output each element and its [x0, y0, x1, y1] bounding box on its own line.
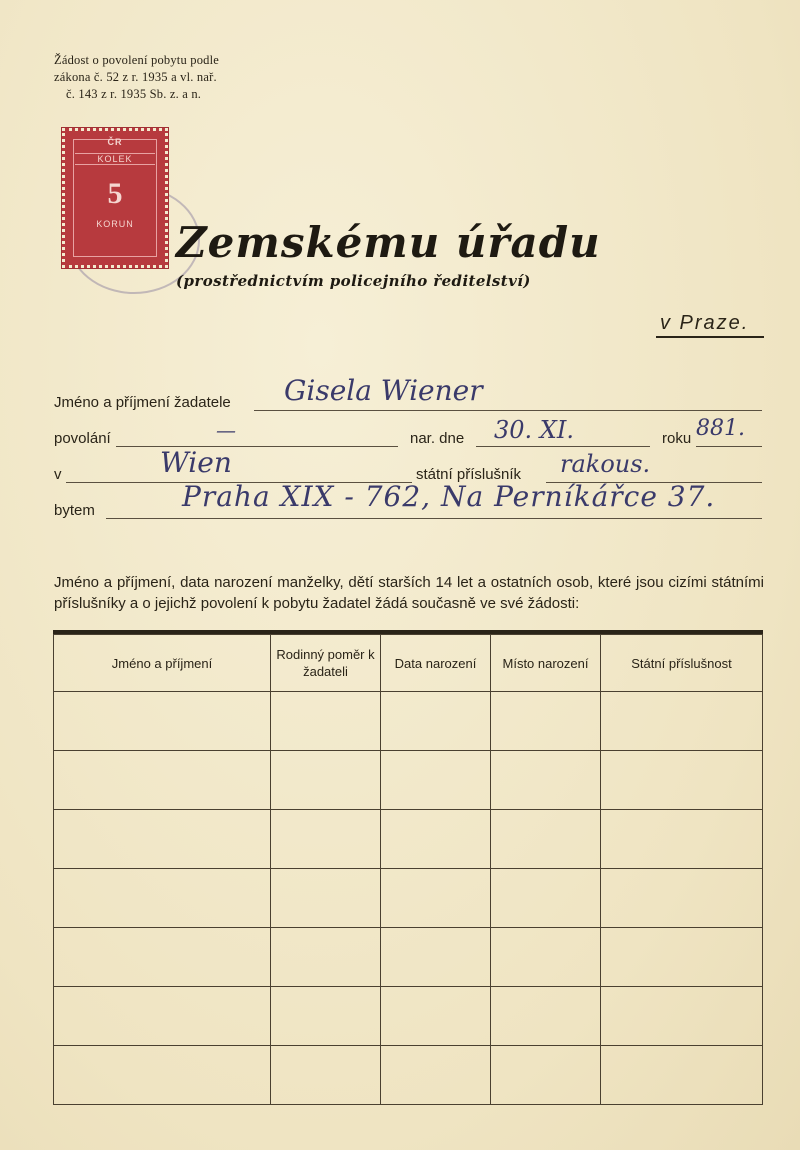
- residence-label: bytem: [54, 502, 95, 519]
- header-note: [54, 52, 219, 103]
- born-label: nar. dne: [410, 430, 465, 447]
- table-header-row: [54, 635, 763, 692]
- table-cell[interactable]: [271, 869, 381, 928]
- table-cell[interactable]: [491, 810, 601, 869]
- table-cell[interactable]: [491, 1046, 601, 1105]
- table-cell[interactable]: [54, 928, 271, 987]
- revenue-stamp: [62, 128, 168, 268]
- stamp-country: ČR: [107, 137, 123, 147]
- header-note-line-2: zákona č. 52 z r. 1935 a vl. nař.: [54, 70, 217, 84]
- authority-subtitle: (prostřednictvím policejního ředitelství): [176, 272, 531, 290]
- table-cell[interactable]: [54, 692, 271, 751]
- column-header-birth-date: Data narození: [381, 635, 491, 692]
- citizenship-label: státní příslušník: [416, 466, 522, 483]
- table-cell[interactable]: [381, 987, 491, 1046]
- table-cell[interactable]: [54, 869, 271, 928]
- place-label: v: [54, 466, 62, 483]
- year-label: roku: [662, 430, 692, 447]
- table-row: [54, 987, 763, 1046]
- city: v Praze.: [660, 312, 750, 334]
- table-row: [54, 928, 763, 987]
- table-cell[interactable]: [381, 692, 491, 751]
- stamp-label: KOLEK: [75, 153, 155, 165]
- header-note-line-1: Žádost o povolení pobytu podle: [54, 53, 220, 67]
- table-cell[interactable]: [271, 928, 381, 987]
- citizenship-value[interactable]: rakous.: [560, 450, 651, 478]
- table-row: [54, 1046, 763, 1105]
- born-line: [476, 446, 650, 447]
- table-row: [54, 751, 763, 810]
- stamp-value: 5: [107, 177, 123, 210]
- table-cell[interactable]: [54, 810, 271, 869]
- table-cell[interactable]: [491, 751, 601, 810]
- column-header-birth-place: Místo narození: [491, 635, 601, 692]
- stamp-unit: KORUN: [96, 219, 134, 229]
- table-row: [54, 692, 763, 751]
- year-line: [696, 446, 762, 447]
- column-header-name: Jméno a příjmení: [54, 635, 271, 692]
- table-row: [54, 869, 763, 928]
- occupation-value[interactable]: —: [216, 418, 236, 442]
- table-cell[interactable]: [54, 1046, 271, 1105]
- intro-text: Jméno a příjmení, data narození manželky, dětí starších 14 let a ostatních osob, které jsou cizími státními příslušníky a o jejichž povolení k pobytu žadatel žádá současně ve své žádosti:: [54, 574, 764, 612]
- table-cell[interactable]: [54, 751, 271, 810]
- table-row: [54, 810, 763, 869]
- table-cell[interactable]: [271, 1046, 381, 1105]
- table-cell[interactable]: [491, 987, 601, 1046]
- table-cell[interactable]: [271, 810, 381, 869]
- header-note-line-3: č. 143 z r. 1935 Sb. z. a n.: [66, 87, 202, 101]
- family-members-table: [53, 630, 763, 1105]
- table-cell[interactable]: [271, 751, 381, 810]
- table-cell[interactable]: [381, 869, 491, 928]
- table-cell[interactable]: [601, 810, 763, 869]
- table-cell[interactable]: [381, 810, 491, 869]
- born-value[interactable]: 30. XI.: [494, 416, 574, 444]
- occupation-line: [116, 446, 398, 447]
- residence-value[interactable]: Praha XIX - 762, Na Perníkářce 37.: [182, 480, 716, 513]
- table-cell[interactable]: [491, 928, 601, 987]
- residence-line: [106, 518, 762, 519]
- table-cell[interactable]: [381, 1046, 491, 1105]
- authority-title: Zemskému úřadu: [176, 218, 601, 267]
- table-cell[interactable]: [381, 928, 491, 987]
- place-value[interactable]: Wien: [160, 446, 232, 479]
- column-header-relation: Rodinný poměr k žadateli: [271, 635, 381, 692]
- table-cell[interactable]: [381, 751, 491, 810]
- name-value[interactable]: Gisela Wiener: [284, 374, 483, 407]
- table-cell[interactable]: [601, 987, 763, 1046]
- name-label: Jméno a příjmení žadatele: [54, 394, 231, 411]
- occupation-label: povolání: [54, 430, 111, 447]
- table-cell[interactable]: [271, 987, 381, 1046]
- table-cell[interactable]: [601, 869, 763, 928]
- table-cell[interactable]: [601, 692, 763, 751]
- city-underline: [656, 336, 764, 338]
- table-cell[interactable]: [601, 1046, 763, 1105]
- table-cell[interactable]: [491, 869, 601, 928]
- table-cell[interactable]: [601, 928, 763, 987]
- table-cell[interactable]: [271, 692, 381, 751]
- table-cell[interactable]: [491, 692, 601, 751]
- year-value[interactable]: 881.: [696, 416, 745, 441]
- table-cell[interactable]: [601, 751, 763, 810]
- table-cell[interactable]: [54, 987, 271, 1046]
- column-header-citizenship: Státní příslušnost: [601, 635, 763, 692]
- name-line: [254, 410, 762, 411]
